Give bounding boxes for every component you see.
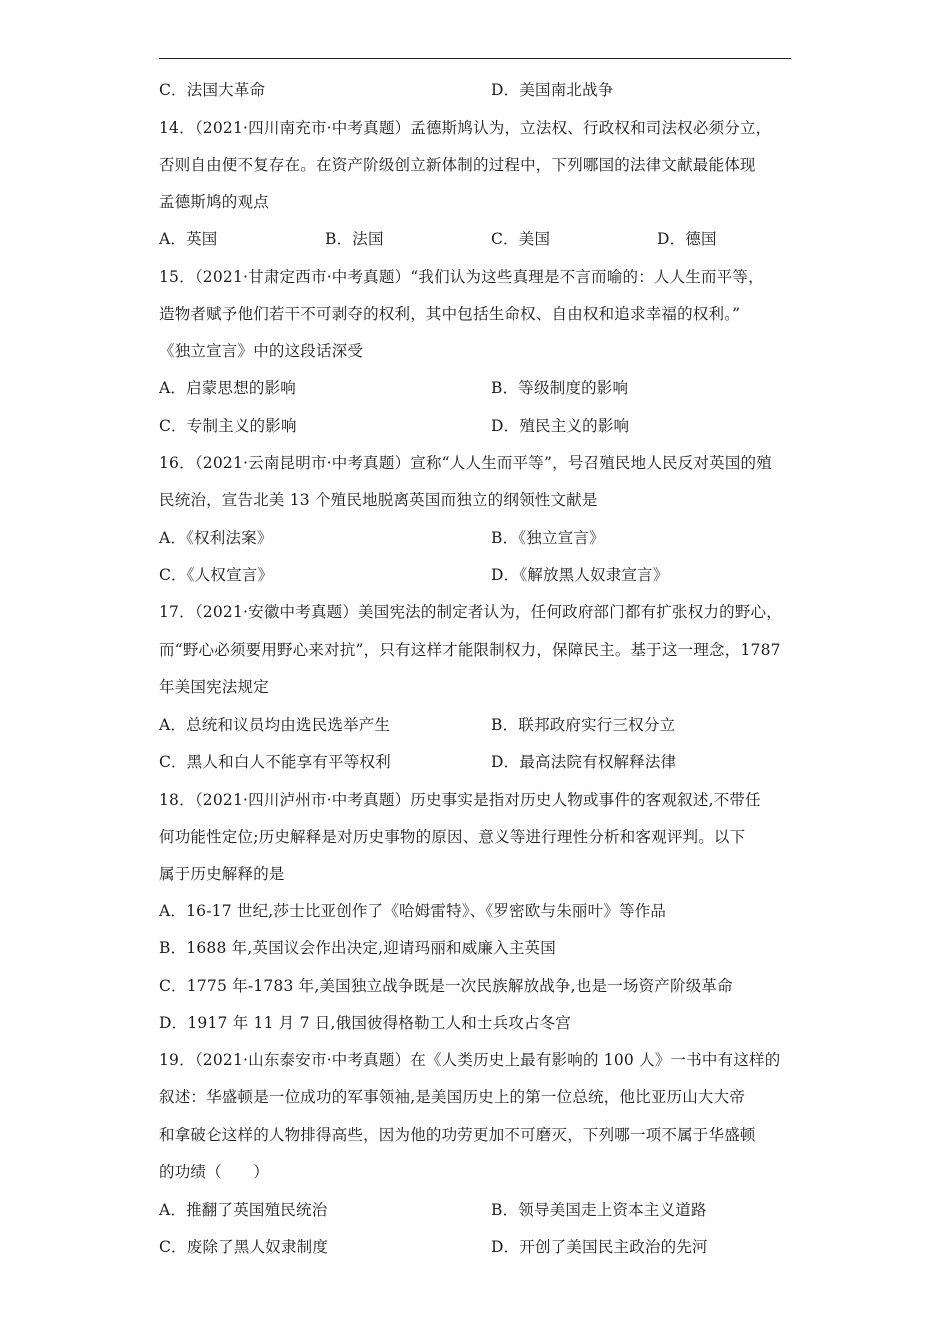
q14-option-b: B．法国 bbox=[325, 230, 384, 248]
q18-option-a: A．16-17 世纪,莎士比亚创作了《哈姆雷特》、《罗密欧与朱丽叶》等作品 bbox=[159, 902, 667, 920]
q16-stem-line-1: 16．（2021·云南昆明市·中考真题）宣称“人人生而平等”，号召殖民地人民反对英国的殖 bbox=[159, 454, 772, 472]
q15-stem-line-3: 《独立宣言》中的这段话深受 bbox=[159, 342, 364, 360]
q18-stem-line-1: 18．（2021·四川泸州市·中考真题）历史事实是指对历史人物或事件的客观叙述,不带任 bbox=[159, 791, 761, 809]
q18-option-b: B．1688 年,英国议会作出决定,迎请玛丽和威廉入主英国 bbox=[159, 939, 556, 957]
q14-option-a: A．英国 bbox=[159, 230, 218, 248]
q15-option-c: C．专制主义的影响 bbox=[159, 417, 297, 435]
q19-stem-line-4: 的功绩（ ） bbox=[159, 1163, 269, 1181]
q14-option-d: D．德国 bbox=[657, 230, 717, 248]
q19-option-c: C．废除了黑人奴隶制度 bbox=[159, 1238, 329, 1256]
q19-option-b: B．领导美国走上资本主义道路 bbox=[491, 1201, 707, 1219]
q13-option-d: D．美国南北战争 bbox=[491, 81, 614, 99]
q15-stem-line-2: 造物者赋予他们若干不可剥夺的权利，其中包括生命权、自由权和追求幸福的权利。” bbox=[159, 305, 741, 323]
q14-stem-line-1: 14．（2021·四川南充市·中考真题）孟德斯鸠认为，立法权、行政权和司法权必须分立， bbox=[159, 119, 772, 137]
q17-stem-line-3: 年美国宪法规定 bbox=[159, 678, 269, 696]
q19-option-a: A．推翻了英国殖民统治 bbox=[159, 1201, 328, 1219]
q13-option-c: C．法国大革命 bbox=[159, 81, 266, 99]
q16-option-b: B．《独立宣言》 bbox=[491, 529, 605, 547]
q15-option-a: A．启蒙思想的影响 bbox=[159, 379, 296, 397]
q17-option-a: A．总统和议员均由选民选举产生 bbox=[159, 716, 391, 734]
q18-option-d: D．1917 年 11 月 7 日,俄国彼得格勒工人和士兵攻占冬宫 bbox=[159, 1014, 572, 1032]
q17-stem-line-2: 而“野心必须要用野心来对抗”，只有这样才能限制权力，保障民主。基于这一理念，1787 bbox=[159, 641, 781, 659]
q15-stem-line-1: 15．（2021·甘肃定西市·中考真题）“我们认为这些真理是不言而喻的：人人生而平等， bbox=[159, 268, 764, 286]
q16-option-d: D．《解放黑人奴隶宣言》 bbox=[491, 566, 669, 584]
q16-stem-line-2: 民统治，宣告北美 13 个殖民地脱离英国而独立的纲领性文献是 bbox=[159, 491, 598, 509]
q15-option-d: D．殖民主义的影响 bbox=[491, 417, 630, 435]
q14-stem-line-3: 孟德斯鸠的观点 bbox=[159, 193, 269, 211]
q14-stem-line-2: 否则自由便不复存在。在资产阶级创立新体制的过程中，下列哪国的法律文献最能体现 bbox=[159, 156, 756, 174]
q16-option-c: C．《人权宣言》 bbox=[159, 566, 274, 584]
q18-stem-line-2: 何功能性定位;历史解释是对历史事物的原因、意义等进行理性分析和客观评判。以下 bbox=[159, 828, 746, 846]
q17-stem-line-1: 17．（2021·安徽中考真题）美国宪法的制定者认为，任何政府部门都有扩张权力的野心， bbox=[159, 603, 782, 621]
q19-stem-line-1: 19．（2021·山东泰安市·中考真题）在《人类历史上最有影响的 100 人》一书中有这样的 bbox=[159, 1051, 781, 1069]
header-rule bbox=[159, 58, 791, 59]
q16-option-a: A．《权利法案》 bbox=[159, 529, 273, 547]
q17-option-d: D．最高法院有权解释法律 bbox=[491, 753, 677, 771]
q17-option-c: C．黑人和白人不能享有平等权利 bbox=[159, 753, 391, 771]
q19-stem-line-3: 和拿破仑这样的人物排得高些，因为他的功劳更加不可磨灭，下列哪一项不属于华盛顿 bbox=[159, 1126, 756, 1144]
q14-option-c: C．美国 bbox=[491, 230, 551, 248]
q17-option-b: B．联邦政府实行三权分立 bbox=[491, 716, 676, 734]
q18-stem-line-3: 属于历史解释的是 bbox=[159, 865, 285, 883]
q15-option-b: B．等级制度的影响 bbox=[491, 379, 629, 397]
q19-option-d: D．开创了美国民主政治的先河 bbox=[491, 1238, 708, 1256]
q19-stem-line-2: 叙述：华盛顿是一位成功的军事领袖,是美国历史上的第一位总统，他比亚历山大大帝 bbox=[159, 1088, 746, 1106]
q18-option-c: C．1775 年-1783 年,美国独立战争既是一次民族解放战争,也是一场资产阶级革命 bbox=[159, 977, 733, 995]
